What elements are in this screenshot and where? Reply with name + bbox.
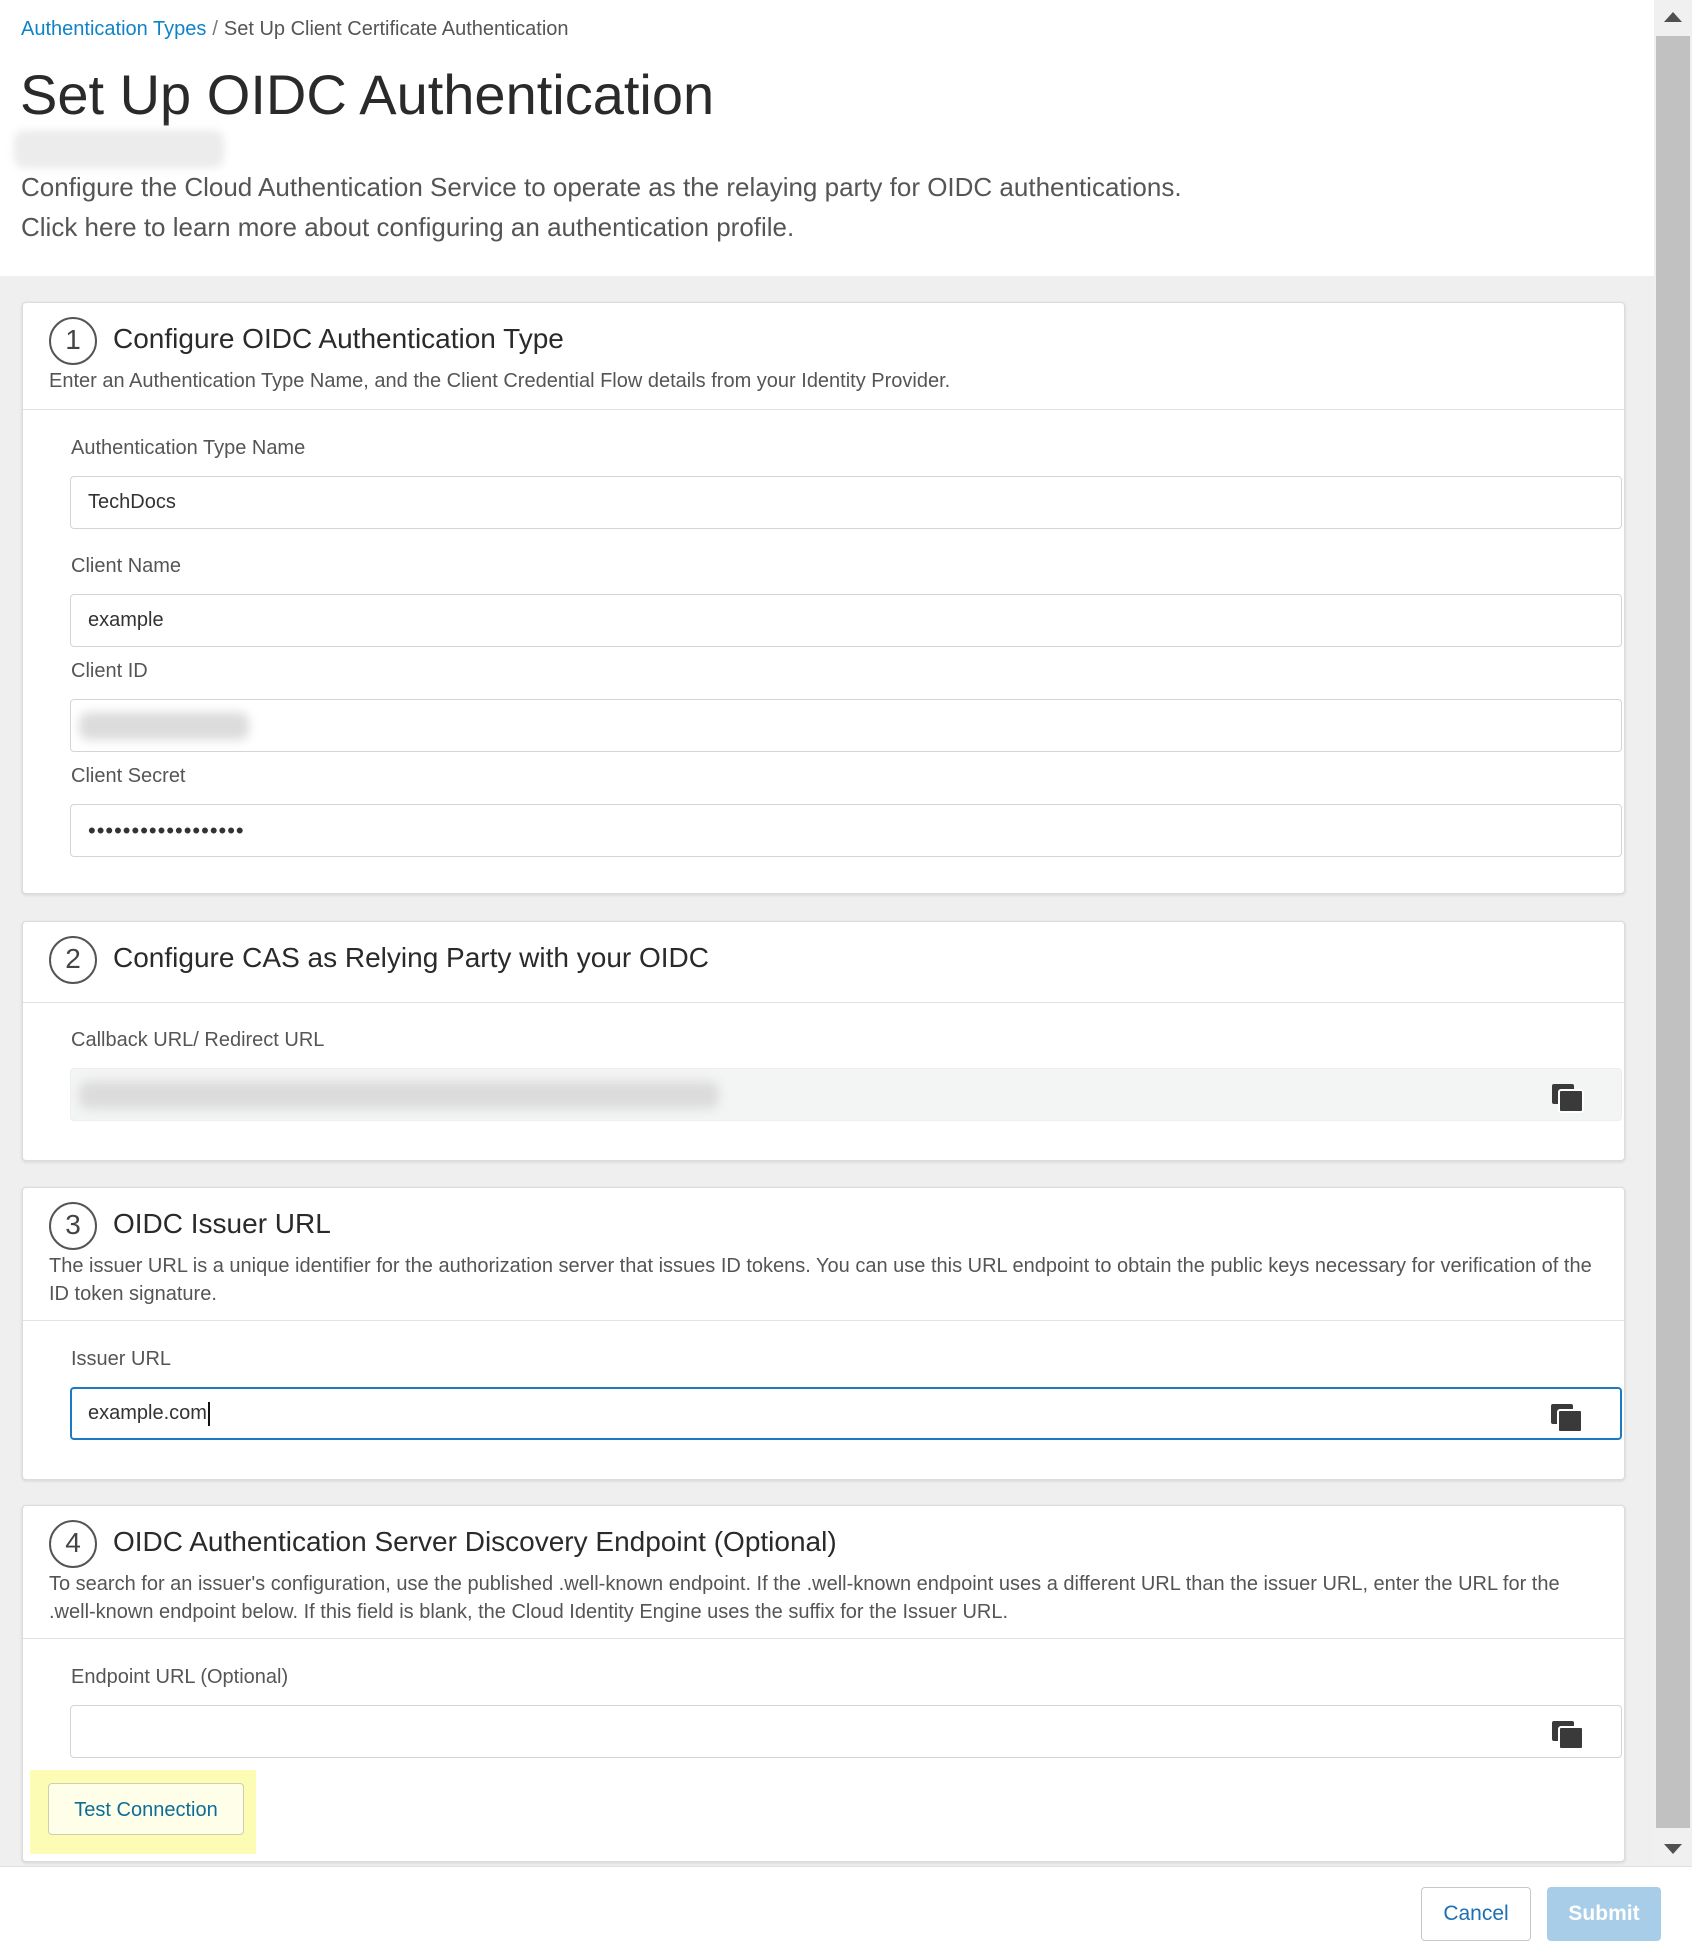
auth-type-name-label: Authentication Type Name (71, 437, 306, 459)
submit-button[interactable]: Submit (1547, 1887, 1661, 1941)
client-name-label: Client Name (71, 555, 182, 577)
callback-url-field (70, 1068, 1622, 1121)
client-id-label: Client ID (71, 660, 148, 682)
card-discovery-endpoint (22, 1505, 1625, 1862)
redacted-subtitle (14, 130, 224, 168)
copy-icon[interactable] (1550, 1403, 1584, 1433)
card-title: Configure CAS as Relying Party with your OIDC (113, 942, 709, 973)
client-secret-label: Client Secret (71, 765, 186, 787)
issuer-url-input[interactable] (70, 1387, 1622, 1440)
breadcrumb-separator: / (212, 18, 218, 40)
card-title: Configure OIDC Authentication Type (113, 323, 564, 354)
redacted-client-id (79, 712, 249, 740)
scrollbar-thumb[interactable] (1656, 36, 1690, 1828)
step-number-badge: 3 (49, 1202, 97, 1250)
breadcrumb-link-authentication-types[interactable]: Authentication Types (21, 18, 207, 40)
step-number-badge: 1 (49, 317, 97, 365)
learn-more-link[interactable]: Click here to learn more about configuring an authentication profile. (21, 212, 795, 242)
copy-icon[interactable] (1551, 1083, 1585, 1113)
issuer-url-value: example.com (88, 1402, 207, 1424)
step-number-badge: 2 (49, 936, 97, 984)
scroll-up-icon[interactable] (1654, 0, 1692, 34)
issuer-url-label: Issuer URL (71, 1348, 172, 1370)
text-caret (208, 1402, 210, 1426)
page-description: Configure the Cloud Authentication Service to operate as the relaying party for OIDC authentications. (21, 172, 1182, 202)
scroll-down-icon[interactable] (1654, 1832, 1692, 1866)
card-title: OIDC Authentication Server Discovery Endpoint (Optional) (113, 1526, 837, 1557)
scrollbar[interactable] (1654, 0, 1692, 1866)
card-description: The issuer URL is a unique identifier for the authorization server that issues ID tokens. You can use this URL endpoint to obtain the public keys necessary for verification of the ID token signature. (49, 1255, 1592, 1305)
copy-icon[interactable] (1551, 1720, 1585, 1750)
card-header (23, 1506, 1624, 1639)
endpoint-url-input[interactable] (70, 1705, 1622, 1758)
card-configure-cas-relying-party (22, 921, 1625, 1161)
card-header (23, 1188, 1624, 1321)
breadcrumb-current: Set Up Client Certificate Authentication (223, 18, 569, 40)
card-configure-oidc-type (22, 302, 1625, 894)
client-secret-input[interactable]: •••••••••••••••••• (70, 804, 1622, 857)
client-name-input[interactable]: example (70, 594, 1622, 647)
callback-url-label: Callback URL/ Redirect URL (71, 1029, 325, 1051)
card-oidc-issuer-url (22, 1187, 1625, 1480)
auth-type-name-input[interactable]: TechDocs (70, 476, 1622, 529)
card-description: Enter an Authentication Type Name, and the Client Credential Flow details from your Identity Provider. (49, 370, 951, 392)
step-number-badge: 4 (49, 1520, 97, 1568)
card-header (23, 922, 1624, 1003)
breadcrumb (21, 18, 569, 41)
page-header (0, 0, 1654, 276)
footer-action-bar (0, 1866, 1692, 1948)
card-title: OIDC Issuer URL (113, 1208, 331, 1239)
page-title: Set Up OIDC Authentication (20, 63, 715, 126)
client-id-input[interactable] (70, 699, 1622, 752)
redacted-callback-url (79, 1081, 719, 1109)
card-description: To search for an issuer's configuration, use the published .well-known endpoint. If the .well-known endpoint uses a different URL than the issuer URL, enter the URL for the .well-known endpoint below. If this field is blank, the Cloud Identity Engine uses the suffix for the Issuer URL. (49, 1573, 1560, 1623)
test-connection-button[interactable]: Test Connection (48, 1783, 244, 1835)
cancel-button[interactable]: Cancel (1421, 1887, 1531, 1941)
endpoint-url-label: Endpoint URL (Optional) (71, 1666, 289, 1688)
card-header (23, 303, 1624, 410)
